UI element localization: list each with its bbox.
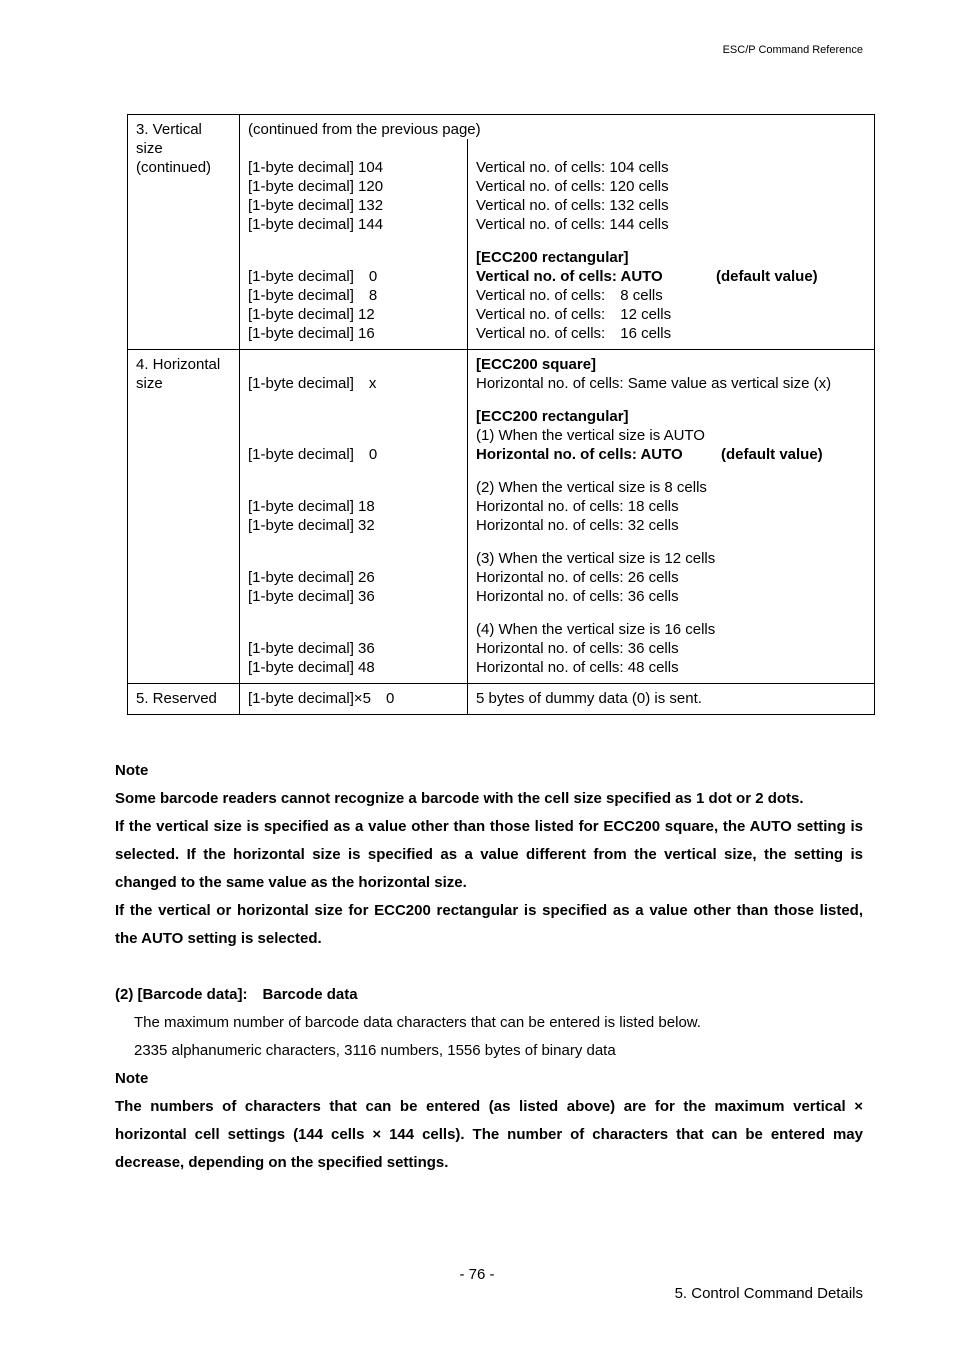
page-number: - 76 -	[459, 1266, 495, 1283]
note-block-1: Note Some barcode readers cannot recognize a barcode with the cell size specified as 1 dot or 2 dots. If the vertical size is specified as a value other than those listed for ECC200 square, the AUTO setting is selected. If the horizontal size is specified as a value different from the vertical size, the setting is changed to the same value as the horizontal size. If the vertical or horizontal size for ECC200 rectangular is specified as a value other than those listed, the AUTO setting is selected.	[115, 757, 863, 953]
row-label: 3. Vertical size (continued)	[128, 115, 240, 350]
table-row	[128, 115, 875, 140]
row-label: 4. Horizontal size	[128, 350, 240, 684]
param-cell: [1-byte decimal]×5 0	[240, 684, 468, 715]
table-row	[128, 350, 875, 684]
running-header: ESC/P Command Reference	[722, 44, 863, 56]
row-label: 5. Reserved	[128, 684, 240, 715]
param-cell: [1-byte decimal] x [1-byte decimal] 0 [1-byte decimal] 18 [1-byte decimal] 32 [1-byte decimal] 26 [1-byte decimal] 36 [1-byte decimal] 36 [1-byte decimal] 48	[240, 350, 468, 684]
desc-cell: [ECC200 square] Horizontal no. of cells: Same value as vertical size (x) [ECC200 rectangular] (1) When the vertical size is AUTO Horizontal no. of cells: AUTO (default value) (2) When the vertical size is 8 cells Horizontal no. of cells: 18 cells Horizontal no. of cells: 32 cells (3) When the vertical size is 12 cells Horizontal no. of cells: 26 cells Horizontal no. of cells: 36 cells (4) When the vertical size is 16 cells Horizontal no. of cells: 36 cells Horizontal no. of cells: 48 cells	[468, 350, 875, 684]
desc-cell: Vertical no. of cells: 104 cells Vertical no. of cells: 120 cells Vertical no. of cells: 132 cells Vertical no. of cells: 144 cells [ECC200 rectangular] Vertical no. of cells: AUTO (default value) Vertical no. of cells: 8 cells Vertical no. of cells: 12 cells Vertical no. of cells: 16 cells	[468, 139, 875, 350]
table-row	[128, 684, 875, 715]
continued-note: (continued from the previous page)	[240, 115, 875, 140]
running-footer: 5. Control Command Details	[674, 1285, 863, 1302]
barcode-data-section: (2) [Barcode data]: Barcode data The maximum number of barcode data characters that can be entered is listed below. 2335 alphanumeric characters, 3116 numbers, 1556 bytes of binary data Note The numbers of characters that can be entered (as listed above) are for the maximum vertical × horizontal cell settings (144 cells × 144 cells). The number of characters that can be entered may decrease, depending on the specified settings.	[115, 981, 863, 1177]
table-row	[128, 139, 875, 350]
param-cell: [1-byte decimal] 104 [1-byte decimal] 120 [1-byte decimal] 132 [1-byte decimal] 144 [1-byte decimal] 0 [1-byte decimal] 8 [1-byte decimal] 12 [1-byte decimal] 16	[240, 139, 468, 350]
section-heading: (2) [Barcode data]: Barcode data	[115, 986, 358, 1003]
note-title: Note	[115, 762, 149, 779]
note-title: Note	[115, 1070, 149, 1087]
parameter-table	[127, 114, 875, 715]
desc-cell: 5 bytes of dummy data (0) is sent.	[468, 684, 875, 715]
